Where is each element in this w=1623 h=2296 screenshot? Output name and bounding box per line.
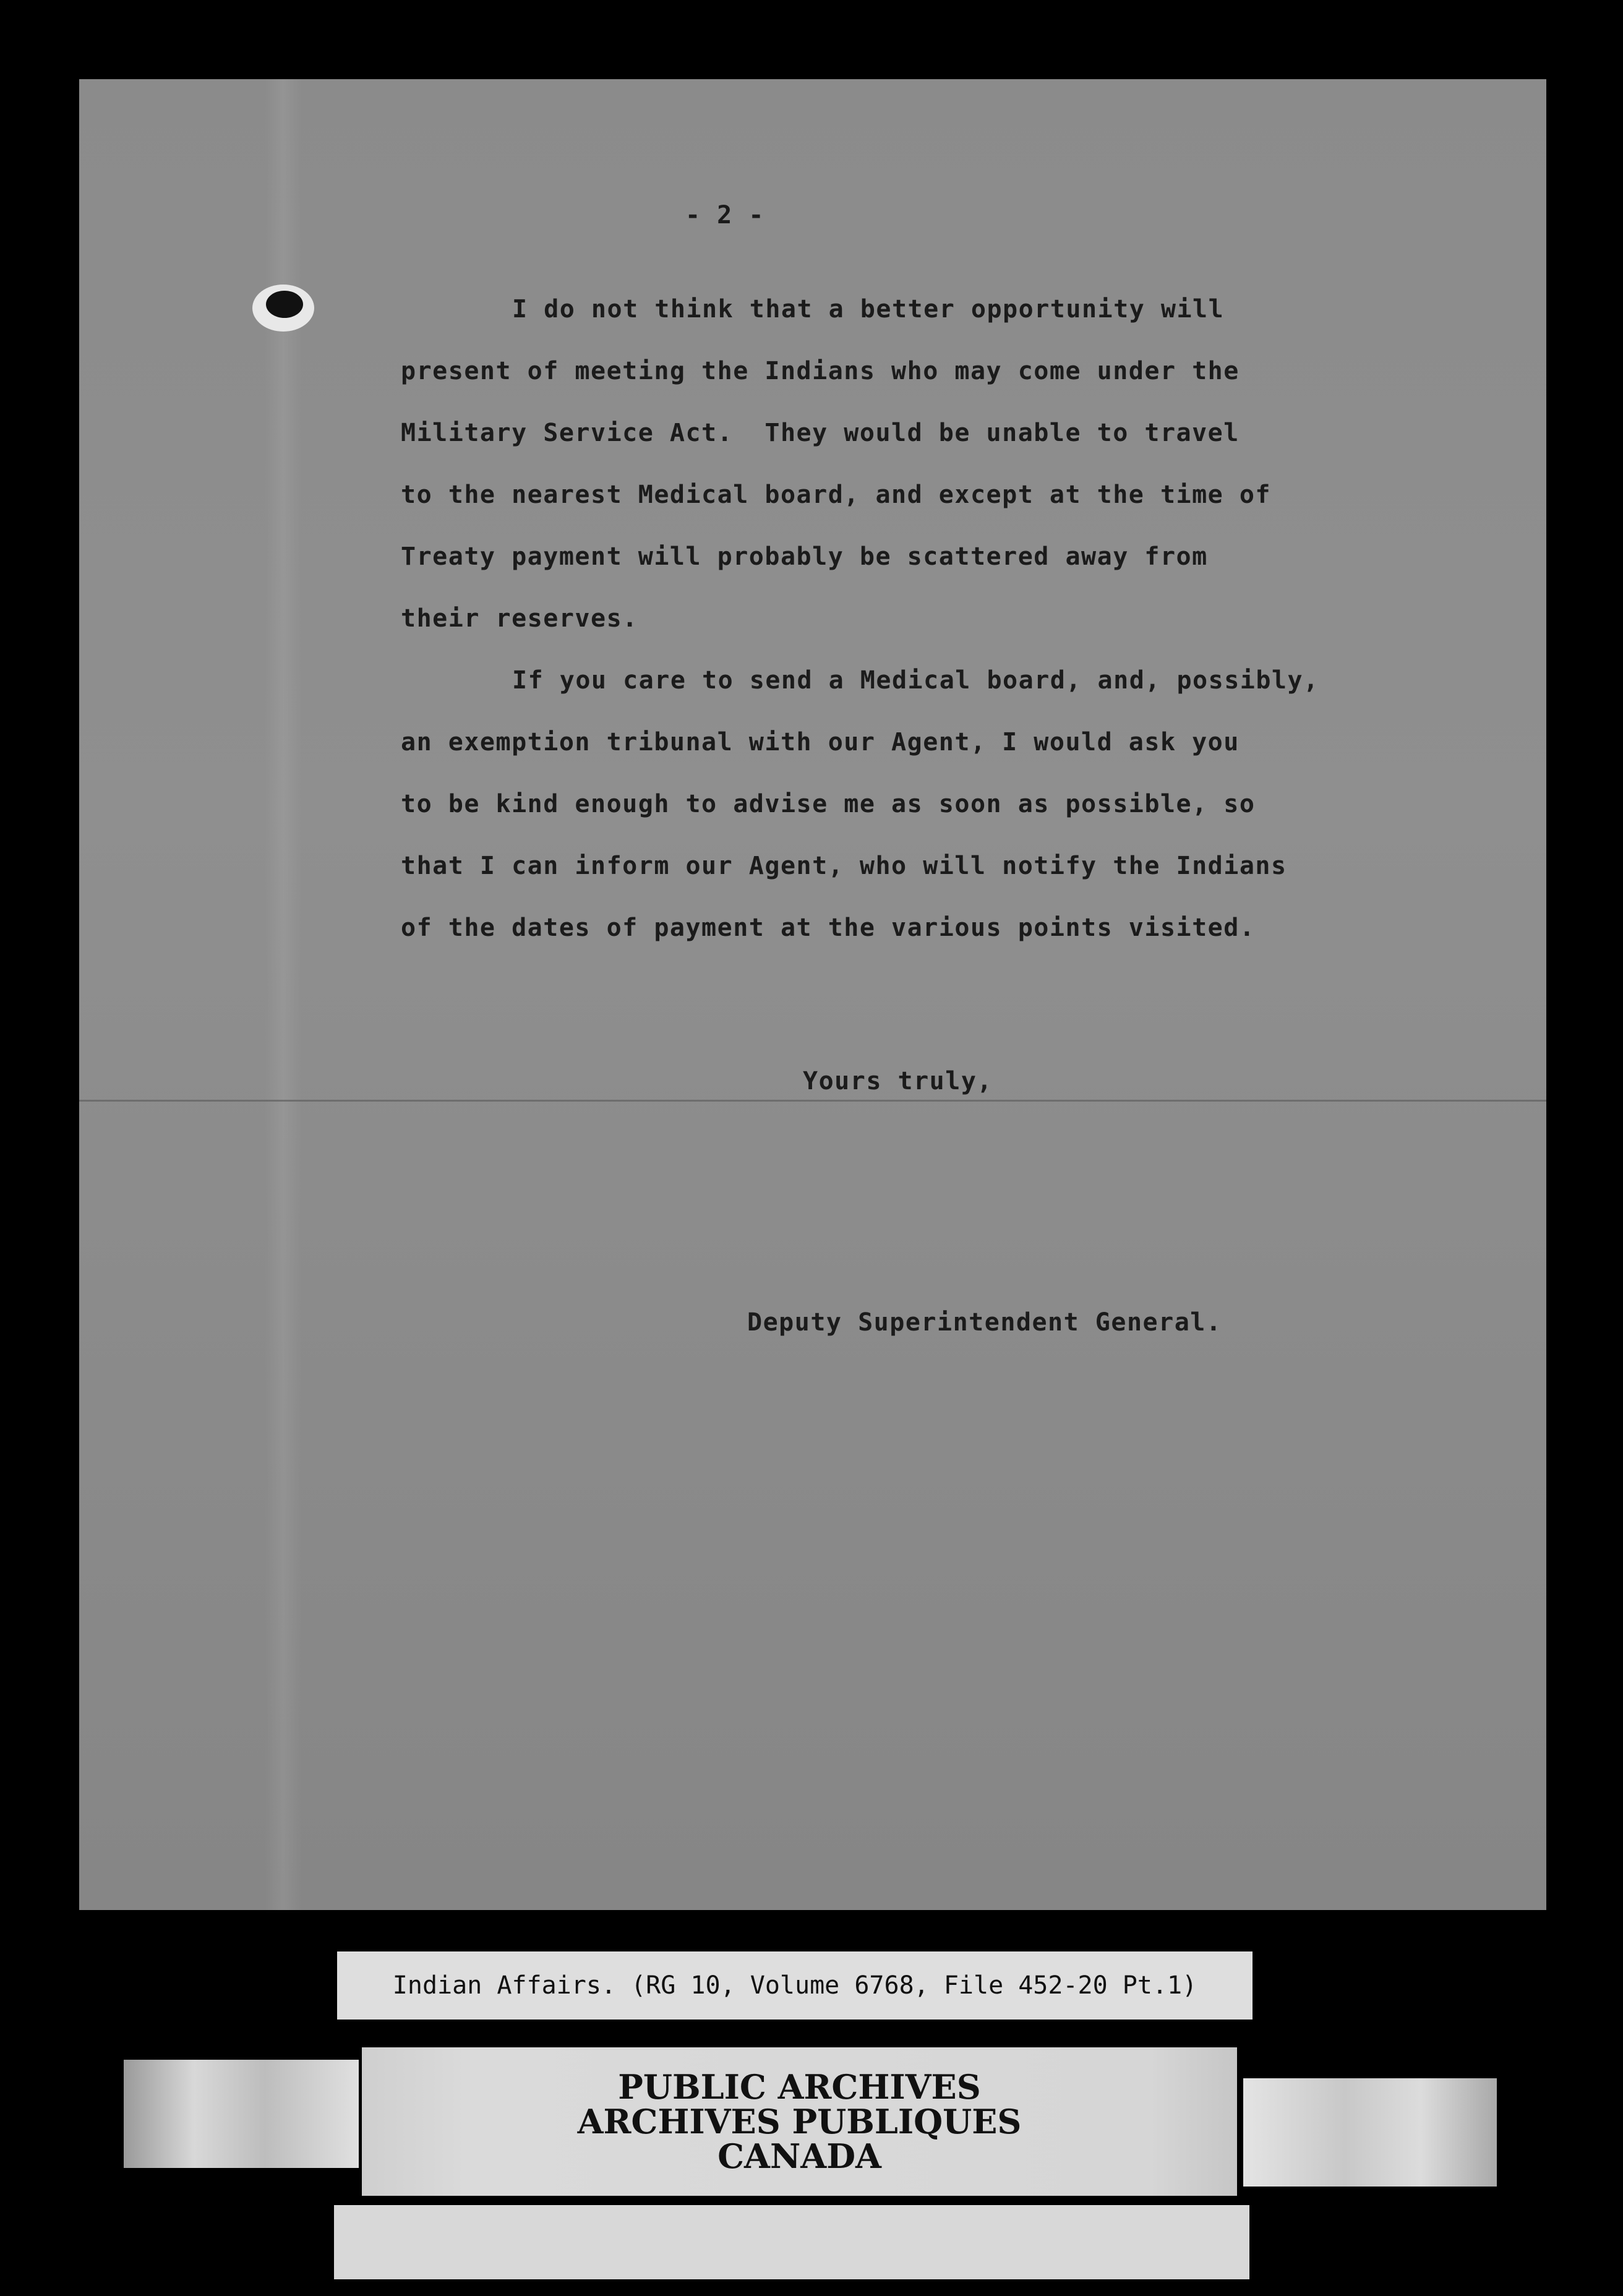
paragraph-1-line-2: present of meeting the Indians who may come under the bbox=[401, 357, 1240, 385]
archives-line-3: CANADA bbox=[717, 2136, 881, 2176]
paragraph-2-line-1: If you care to send a Medical board, and, possibly, bbox=[512, 666, 1319, 695]
paragraph-2-line-3: to be kind enough to advise me as soon as possible, so bbox=[401, 790, 1256, 818]
paragraph-1-line-5: Treaty payment will probably be scattered away from bbox=[401, 542, 1208, 571]
paragraph-2-line-2: an exemption tribunal with our Agent, I would ask you bbox=[401, 728, 1240, 756]
signature-title: Deputy Superintendent General. bbox=[747, 1308, 1222, 1337]
paragraph-1-line-4: to the nearest Medical board, and except at the time of bbox=[401, 481, 1272, 509]
paragraph-1-line-6: their reserves. bbox=[401, 604, 638, 633]
archives-stamp bbox=[362, 2047, 1237, 2196]
film-strip-left bbox=[124, 2060, 359, 2168]
archives-line-1: PUBLIC ARCHIVES bbox=[618, 2067, 981, 2107]
archive-reference-label: Indian Affairs. (RG 10, Volume 6768, File 452-20 Pt.1) bbox=[337, 1951, 1253, 2020]
paragraph-1-line-3: Military Service Act. They would be unable to travel bbox=[401, 419, 1240, 447]
paragraph-1-line-1: I do not think that a better opportunity will bbox=[512, 295, 1225, 323]
page-number: - 2 - bbox=[685, 201, 764, 229]
closing-salutation: Yours truly, bbox=[803, 1067, 993, 1095]
paragraph-2-line-5: of the dates of payment at the various points visited. bbox=[401, 914, 1256, 942]
punch-hole-mark bbox=[246, 277, 320, 339]
document-page bbox=[79, 79, 1546, 1910]
fold-crease bbox=[79, 1100, 1546, 1102]
paragraph-2-line-4: that I can inform our Agent, who will notify the Indians bbox=[401, 852, 1287, 880]
film-strip-right bbox=[1243, 2078, 1497, 2187]
bottom-label-strip bbox=[334, 2205, 1249, 2279]
archives-line-2: ARCHIVES PUBLIQUES bbox=[577, 2102, 1022, 2141]
